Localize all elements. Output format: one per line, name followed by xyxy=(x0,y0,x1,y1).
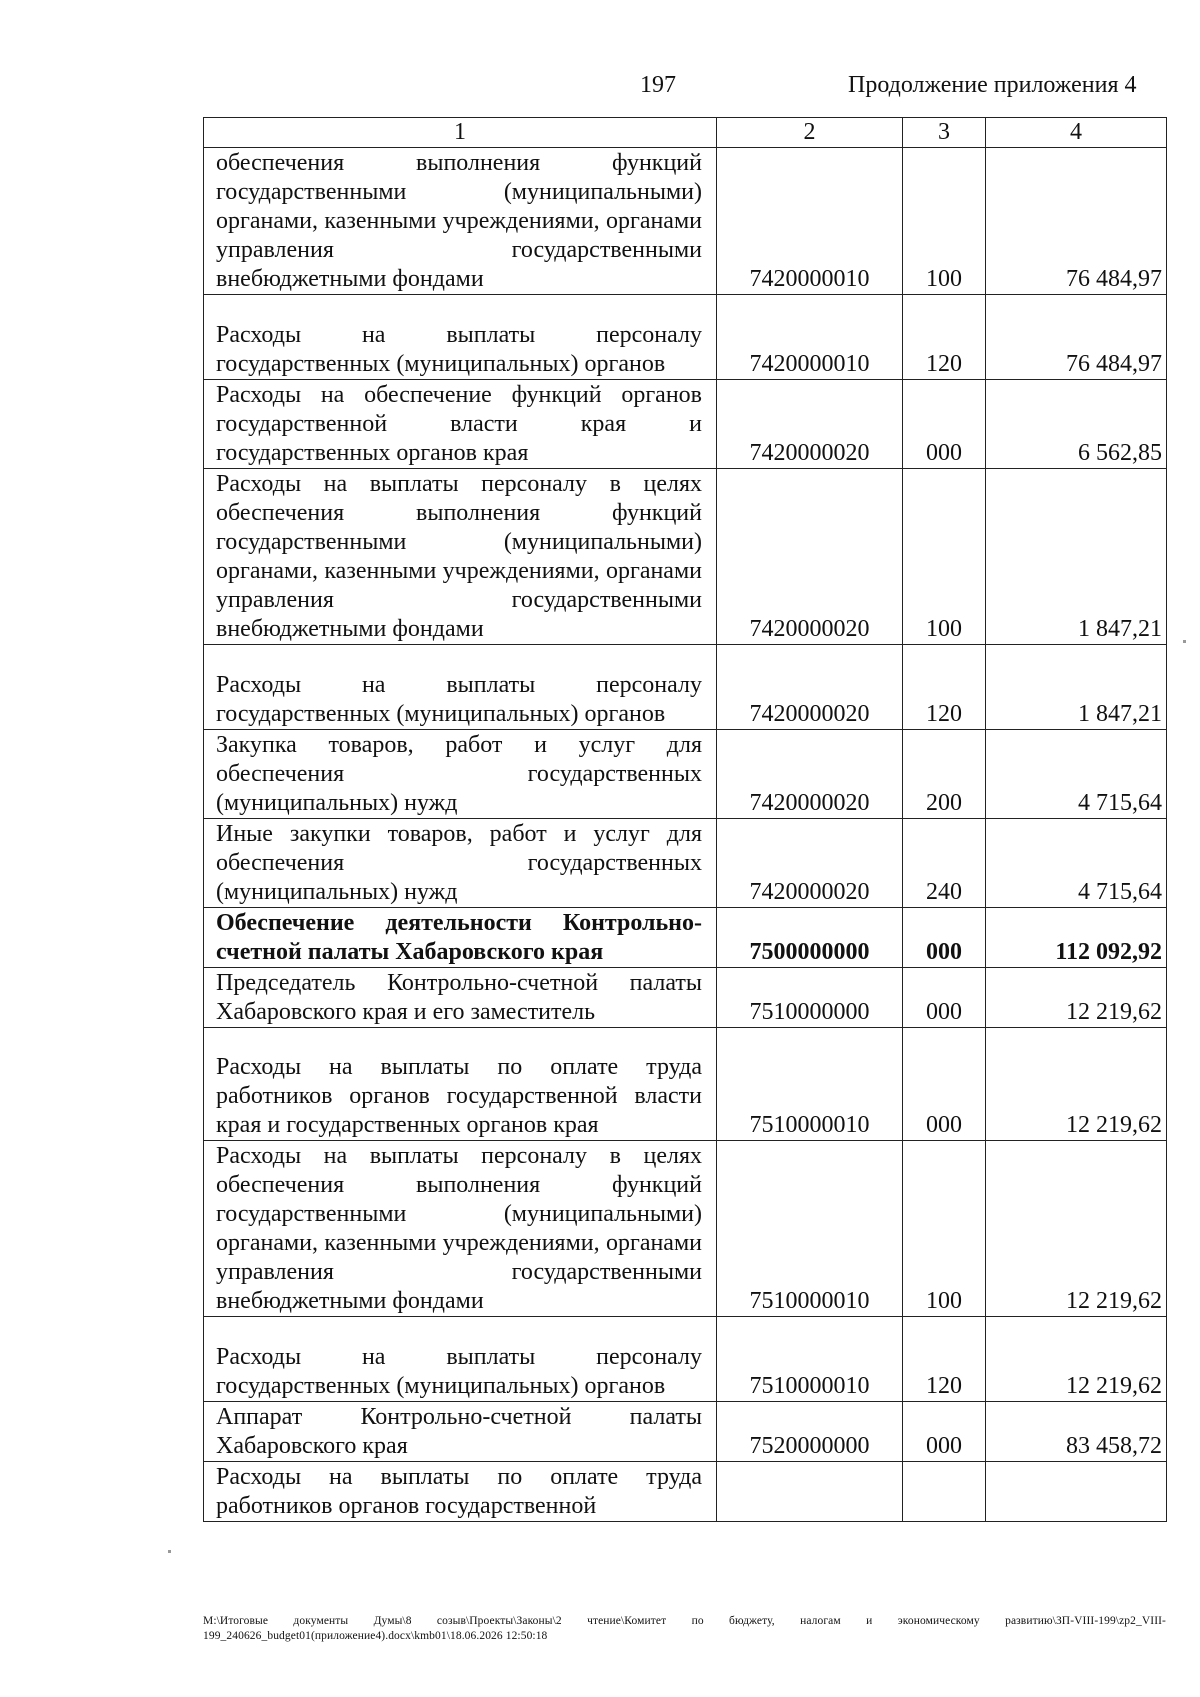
table-row xyxy=(204,1402,1167,1462)
amount-value: 6 562,85 xyxy=(986,380,1167,469)
target-article-code xyxy=(717,1462,903,1522)
target-article-code: 7510000010 xyxy=(717,1028,903,1141)
table-row xyxy=(204,908,1167,968)
target-article-code: 7420000020 xyxy=(717,380,903,469)
amount-value: 1 847,21 xyxy=(986,645,1167,730)
column-header-row xyxy=(204,118,1167,148)
table-row xyxy=(204,968,1167,1028)
page-number: 197 xyxy=(640,72,676,98)
target-article-code: 7420000020 xyxy=(717,730,903,819)
table-row xyxy=(204,1028,1167,1141)
expense-type-code: 000 xyxy=(903,908,986,968)
column-header: 2 xyxy=(717,118,903,148)
table-row xyxy=(204,380,1167,469)
table-row xyxy=(204,148,1167,295)
amount-value: 76 484,97 xyxy=(986,295,1167,380)
target-article-code: 7510000010 xyxy=(717,1141,903,1317)
expense-type-code: 000 xyxy=(903,380,986,469)
expense-type-code xyxy=(903,1462,986,1522)
appendix-continuation-label: Продолжение приложения 4 xyxy=(848,72,1137,98)
amount-value: 83 458,72 xyxy=(986,1402,1167,1462)
document-path-footer: M:\Итоговые документы Думы\8 созыв\Проекты\Законы\2 чтение\Комитет по бюджету, налогам и экономическому развитию\ЗП-VIII-199\zp2_VIII-199_240626_budget01(приложение4).docx\kmb01\18.06.2026 12:50:18 xyxy=(203,1615,1166,1642)
table-row xyxy=(204,645,1167,730)
target-article-code: 7420000020 xyxy=(717,645,903,730)
target-article-code: 7510000000 xyxy=(717,968,903,1028)
amount-value: 4 715,64 xyxy=(986,730,1167,819)
expense-type-code: 000 xyxy=(903,1402,986,1462)
line-item-description: Расходы на выплаты по оплате труда работников органов государственной власти края и государственных органов края xyxy=(204,1028,717,1141)
table-row xyxy=(204,730,1167,819)
line-item-description: Закупка товаров, работ и услуг для обеспечения государственных (муниципальных) нужд xyxy=(204,730,717,819)
amount-value: 4 715,64 xyxy=(986,819,1167,908)
expense-type-code: 240 xyxy=(903,819,986,908)
budget-table-body xyxy=(204,148,1167,1522)
target-article-code: 7520000000 xyxy=(717,1402,903,1462)
amount-value xyxy=(986,1462,1167,1522)
amount-value: 12 219,62 xyxy=(986,1028,1167,1141)
expense-type-code: 100 xyxy=(903,469,986,645)
line-item-description: Расходы на выплаты по оплате труда работников органов государственной xyxy=(204,1462,717,1522)
line-item-description: Аппарат Контрольно-счетной палаты Хабаровского края xyxy=(204,1402,717,1462)
table-row xyxy=(204,1317,1167,1402)
line-item-description: Председатель Контрольно-счетной палаты Хабаровского края и его заместитель xyxy=(204,968,717,1028)
expense-type-code: 100 xyxy=(903,148,986,295)
table-row xyxy=(204,1462,1167,1522)
amount-value: 1 847,21 xyxy=(986,469,1167,645)
line-item-description: Расходы на обеспечение функций органов государственной власти края и государственных органов края xyxy=(204,380,717,469)
target-article-code: 7500000000 xyxy=(717,908,903,968)
line-item-description: Расходы на выплаты персоналу государственных (муниципальных) органов xyxy=(204,1317,717,1402)
target-article-code: 7420000010 xyxy=(717,148,903,295)
amount-value: 12 219,62 xyxy=(986,968,1167,1028)
line-item-description: Расходы на выплаты персоналу государственных (муниципальных) органов xyxy=(204,295,717,380)
target-article-code: 7420000010 xyxy=(717,295,903,380)
target-article-code: 7420000020 xyxy=(717,819,903,908)
expense-type-code: 100 xyxy=(903,1141,986,1317)
column-header: 3 xyxy=(903,118,986,148)
expense-type-code: 200 xyxy=(903,730,986,819)
line-item-description: обеспечения выполнения функций государственными (муниципальными) органами, казенными учреждениями, органами управления государственными внебюджетными фондами xyxy=(204,148,717,295)
scan-speck xyxy=(168,1550,171,1553)
amount-value: 112 092,92 xyxy=(986,908,1167,968)
expense-type-code: 120 xyxy=(903,295,986,380)
table-row xyxy=(204,469,1167,645)
budget-table xyxy=(203,117,1167,1522)
table-row xyxy=(204,1141,1167,1317)
line-item-description: Обеспечение деятельности Контрольно-счетной палаты Хабаровского края xyxy=(204,908,717,968)
line-item-description: Расходы на выплаты персоналу государственных (муниципальных) органов xyxy=(204,645,717,730)
expense-type-code: 000 xyxy=(903,968,986,1028)
table-row xyxy=(204,295,1167,380)
amount-value: 76 484,97 xyxy=(986,148,1167,295)
amount-value: 12 219,62 xyxy=(986,1141,1167,1317)
column-header: 1 xyxy=(204,118,717,148)
expense-type-code: 120 xyxy=(903,645,986,730)
target-article-code: 7420000020 xyxy=(717,469,903,645)
amount-value: 12 219,62 xyxy=(986,1317,1167,1402)
table-row xyxy=(204,819,1167,908)
expense-type-code: 000 xyxy=(903,1028,986,1141)
target-article-code: 7510000010 xyxy=(717,1317,903,1402)
scan-speck xyxy=(1183,640,1186,643)
expense-type-code: 120 xyxy=(903,1317,986,1402)
line-item-description: Расходы на выплаты персоналу в целях обеспечения выполнения функций государственными (муниципальными) органами, казенными учреждениями, органами управления государственными внебюджетными фондами xyxy=(204,1141,717,1317)
column-header: 4 xyxy=(986,118,1167,148)
line-item-description: Расходы на выплаты персоналу в целях обеспечения выполнения функций государственными (муниципальными) органами, казенными учреждениями, органами управления государственными внебюджетными фондами xyxy=(204,469,717,645)
line-item-description: Иные закупки товаров, работ и услуг для обеспечения государственных (муниципальных) нужд xyxy=(204,819,717,908)
